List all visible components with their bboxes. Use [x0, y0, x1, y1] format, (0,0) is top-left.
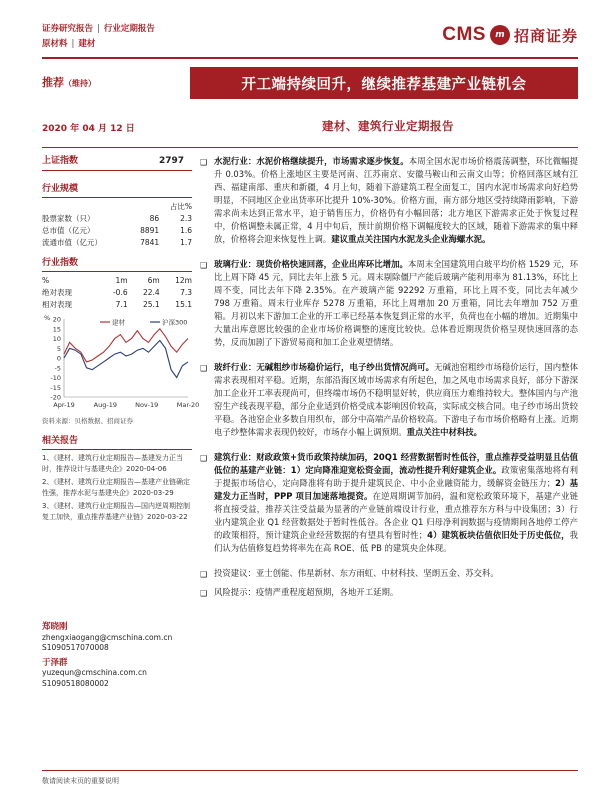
scale-heading: 行业规模 [42, 183, 192, 198]
table-row: 绝对表现 -0.6 22.4 7.3 [42, 288, 192, 297]
cms-logo [442, 24, 578, 46]
rating-sub: （维持） [64, 79, 96, 88]
sidebar [42, 155, 200, 522]
rating: 推荐（维持） [42, 76, 96, 89]
top-divider [42, 57, 578, 59]
y-tick-label: 20 [52, 315, 61, 324]
bullet-icon: ❑ [200, 589, 208, 598]
sector: 原材料 [42, 39, 68, 49]
chart-svg [42, 313, 200, 413]
y-tick-label: -15 [50, 383, 61, 392]
report-category: 证券研究报告 [42, 24, 94, 34]
pct-head: 占比% [169, 202, 192, 211]
footer-divider [42, 770, 578, 771]
perf-heading: 行业指数 [42, 257, 192, 272]
logo-cn: 招商证券 [513, 26, 578, 45]
related-heading: 相关报告 [42, 435, 192, 450]
y-tick-label: -20 [50, 393, 61, 402]
x-tick-label: Mar-20 [176, 401, 200, 409]
index-row [42, 155, 192, 171]
bullet-icon: ❑ [200, 454, 208, 463]
related-report-item[interactable]: 3、《建材、建筑行业定期报告—国内逆周期控制复工加快，重点推荐基建产业链》2020-03-22 [42, 502, 190, 521]
table-row: 相对表现 7.1 25.1 15.1 [42, 300, 192, 309]
bullet-icon: ❑ [200, 261, 208, 270]
construction-paragraph: ❑ 建筑行业：财政政策+货币政策持续加码，20Q1 经营数据暂时性低谷，重点推荐受益明显且估值低位的基建产业链：1）定向降准迎宽松资金面，流动性提升利好建筑企业。政策密集落地将有利于提振市场信心，定向降准将有助于提升建筑民企、中小企业融资能力，缓解资金链压力；2）基建发力正当时，PPP 项目加速落地提资。在逆周期调节加码，温和宽松政策环境下，基建产业链将直接受益，推荐关注受益最为显著的产业链前端设计行业，重点推荐东方科与中设集团；3）行业内建筑企业 Q1 经营数据处于暂时性低谷。各企业 Q1 归母净利润数据与疫情期间各地停工停产的政策相符，预计建筑企业经营数据的有望具有暂时性；4）建筑板块估值依旧处于历史低位，我们认为估值修复趋势将率先在高 ROE、低 PB 的建筑央企体现。 [200, 452, 579, 553]
chart-source: 资料来源：贝格数据、招商证券 [42, 417, 133, 425]
y-tick-label: 0 [56, 354, 61, 363]
analyst-name: 郑晓刚 [42, 622, 68, 632]
related-reports [42, 453, 192, 522]
y-tick-label: 10 [52, 335, 61, 343]
bullet-icon: ❑ [200, 158, 208, 167]
scale-table [42, 201, 192, 249]
report-name: 建材、建筑行业定期报告 [322, 119, 454, 133]
performance-chart [42, 313, 200, 413]
analyst-email[interactable]: yuzequn@cmschina.com.cn [42, 668, 147, 677]
logo-mark-icon: m [490, 25, 510, 45]
analyst-name: 于泽群 [42, 657, 68, 668]
y-tick-label: 5 [56, 344, 61, 353]
analyst-id: S1090518080002 [42, 678, 109, 688]
main-content [200, 155, 578, 611]
report-date: 2020 年 04 月 12 日 [42, 124, 135, 134]
glass-paragraph: ❑ 玻璃行业：现货价格快速回落，企业出库环比增加。本周末全国建筑用白玻平均价格 1529 元，环比上周下降 45 元，同比去年上涨 5 元。周末剔除僵尸产能后玻璃产能利用率为 81.13%，环比上周不变，同比去年下降 2.35%。在产玻璃产能 92292 万重箱，环比上周不变，同比去年减少 798 万重箱。周末行业库存 5278 万重箱，环比上周增加 20 万重箱，同比去年增加 752 万重箱。月初以来下游加工企业的开工率已经基本恢复到正常的水平，负荷也在小幅的增加。近期集中大量出库意愿比较强的企业市场价格调整的速度比较快。总体看近期现货价格呈现快速回落的态势，反而加剧了下游贸易商和加工企业观望情绪。 [200, 259, 579, 347]
fiberglass-paragraph: ❑ 玻纤行业：无碱粗纱市场稳价运行，电子纱出货情况尚可。无碱池窑粗纱市场稳价运行，国内整体需求表现相对平稳。近期，东部沿海区域市场需求有所起色，加之风电市场需求良好，部分下游深加工企业开工率表现尚可，但终端市场仍不稳明显好转，供应商压力难维持较大。整体国内与产池窑生产线表现平稳，部分企业适到价格受成本影响因价较高，实际成交核合同。电子纱市场出货较平稳。各池窑企业多数自用织布，部分中高端产品价格较高。下游电子布市场价格略有上涨。近期电子纱整体需求表现仍较好，市场存小幅上调预期。重点关注中材科技。 [200, 362, 579, 437]
y-tick-label: -10 [50, 374, 61, 382]
bullet-icon: ❑ [200, 570, 208, 579]
perf-table: % 1m 6m 12m 绝对表现 -0.6 22.4 7.3 相对表现 7.1 25.1 15.1 [42, 276, 192, 309]
report-subcategory: 行业定期报告 [103, 24, 155, 34]
index-label: 上证指数 [42, 156, 79, 166]
subsector: 建材 [78, 39, 96, 49]
investment-advice: ❑ 投资建议：亚士创能、伟星新材、东方雨虹、中材科技、坚朗五金、苏交科。 [200, 568, 499, 579]
analysts [42, 618, 192, 689]
risk-warning: ❑ 风险提示：疫情严重程度超预期，各地开工延期。 [200, 587, 399, 598]
analyst-email[interactable]: zhengxiaogang@cmschina.com.cn [42, 632, 173, 642]
cement-paragraph: ❑ 水泥行业：水泥价格继续提升，市场需求逐步恢复。本周全国水泥市场价格震荡调整，环比微幅提升 0.03%。价格上涨地区主要是河南、江苏南京、安徽马鞍山和云南文山等；价格回落区域有江西、福建南部、重庆和新疆，4 月上旬，随着下游建筑工程全面复工，国内水泥市场需求向好趋势明显，不同地区企业出货率环比提升 10%-30%。价格方面，南方部分地区受持续降雨影响，下游需求尚未达到正常水平，迫于销售压力，价格仍有小幅回落；北方地区下游需求正处于恢复过程中，价格调整未属正常，4 月中旬后，预计前期价格下调幅度较大的区域，随着下游需求的集中释放，价格将会迎来恢复性上调。建议重点关注国内水泥龙头企业海螺水泥。 [200, 156, 579, 244]
related-report-item[interactable]: 1、《建材、建筑行业定期报告—基建发力正当时，推荐设计与基建央企》2020-04-06 [42, 454, 183, 473]
series-line-1 [64, 341, 188, 378]
section-divider [42, 147, 578, 148]
x-tick-label: Nov-19 [135, 401, 159, 409]
index-value: 2797 [158, 156, 184, 166]
y-unit-label: % [44, 314, 51, 322]
related-report-item[interactable]: 2、《建材、建筑行业定期报告—基建产业链确定性强，推荐水泥与基建央企》2020-03-29 [42, 478, 190, 497]
x-tick-label: Aug-19 [93, 401, 117, 409]
y-tick-label: 15 [52, 325, 61, 334]
legend-label: 沪深300 [162, 318, 188, 327]
table-row: 总市值（亿元） 8891 1.6 [42, 226, 192, 235]
report-title: 开工端持续回升，继续推荐基建产业链机会 [190, 67, 578, 99]
x-tick-label: Apr-19 [53, 401, 75, 409]
logo-en: CMS [442, 24, 486, 45]
legend-label: 建材 [112, 318, 125, 327]
table-row: 流通市值（亿元） 7841 1.7 [42, 238, 192, 247]
y-tick-label: -5 [54, 364, 61, 373]
footer-note: 敬请阅读末页的重要说明 [42, 777, 119, 785]
bullet-icon: ❑ [200, 364, 208, 373]
report-type-header: 证券研究报告 | 行业定期报告 原材料 | 建材 [42, 24, 155, 49]
analyst-id: S1090517070008 [42, 643, 109, 652]
table-row: 股票家数（只） 86 2.3 [42, 214, 192, 223]
